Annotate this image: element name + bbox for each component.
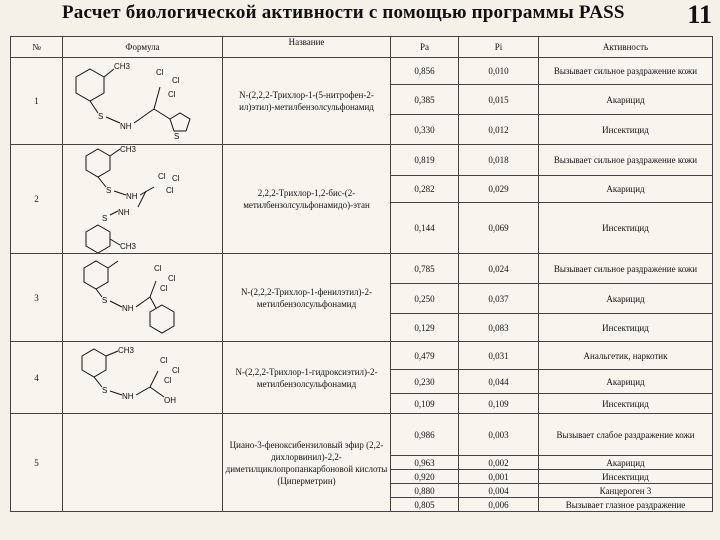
pi-value: 0,006 [459,498,539,512]
svg-text:NH: NH [117,208,130,217]
structure-4-drawing [68,345,218,411]
activity-value: Инсектицид [539,115,713,145]
svg-text:Cl: Cl [171,76,180,85]
table-row [11,58,713,85]
compound-name: Циано-3-феноксибензиловый эфир (2,2-дихлорвинил)-2,2-диметилциклопропанкарбоновой кислоты (Циперметрин) [223,414,391,512]
pi-value: 0,015 [459,85,539,115]
activity-value: Анальгетик, наркотик [539,342,713,370]
structure-4 [63,342,223,414]
table-row [11,414,713,456]
pa-value: 0,385 [391,85,459,115]
svg-text:Cl: Cl [165,186,174,195]
svg-text:Cl: Cl [159,283,168,293]
compound-name: N-(2,2,2-Трихлор-1-(5-нитрофен-2-ил)этил)-метилбензолсульфонамид [223,58,391,145]
activity-value: Акарицид [539,370,713,394]
compound-number: 2 [11,145,63,254]
pa-value: 0,920 [391,470,459,484]
structure-3 [63,254,223,342]
compound-number: 1 [11,58,63,145]
pa-value: 0,250 [391,284,459,314]
activity-value: Инсектицид [539,394,713,414]
header-activity: Активность [539,37,713,58]
pa-value: 0,819 [391,145,459,176]
pa-value: 0,479 [391,342,459,370]
table-row [11,145,713,176]
svg-text:S: S [101,385,107,395]
pi-value: 0,024 [459,254,539,284]
pi-value: 0,037 [459,284,539,314]
compound-number: 4 [11,342,63,414]
svg-text:Cl: Cl [155,68,164,77]
pi-value: 0,012 [459,115,539,145]
activity-value: Инсектицид [539,202,713,253]
header-name: Название [223,37,391,58]
header-pi: Pi [459,37,539,58]
svg-text:CH3: CH3 [113,62,130,71]
svg-text:Cl: Cl [171,365,180,375]
svg-text:S: S [173,132,179,141]
pa-value: 0,144 [391,202,459,253]
svg-text:NH: NH [121,391,134,401]
svg-text:NH: NH [125,192,138,201]
pi-value: 0,083 [459,314,539,342]
structure-3-drawing [68,257,218,339]
activity-value: Вызывает сильное раздражение кожи [539,254,713,284]
structure-1-drawing [68,61,218,141]
svg-text:NH: NH [119,122,132,131]
pi-value: 0,029 [459,175,539,202]
pa-value: 0,230 [391,370,459,394]
activity-value: Вызывает глазное раздражение [539,498,713,512]
compound-number: 3 [11,254,63,342]
svg-text:NH: NH [121,303,134,313]
pa-value: 0,330 [391,115,459,145]
pi-value: 0,069 [459,202,539,253]
svg-text:CH3: CH3 [119,145,136,154]
pi-value: 0,031 [459,342,539,370]
pi-value: 0,003 [459,414,539,456]
svg-text:CH3: CH3 [117,345,134,355]
table-header-row [11,37,713,58]
svg-text:Cl: Cl [157,172,166,181]
table-row [11,254,713,284]
svg-text:Cl: Cl [159,355,168,365]
svg-text:Cl: Cl [163,375,172,385]
slide-title: Расчет биологической активности с помощью программы PASS [62,2,625,23]
compound-name: N-(2,2,2-Трихлор-1-гидроксиэтил)-2-метилбензолсульфонамид [223,342,391,414]
pa-value: 0,282 [391,175,459,202]
pi-value: 0,109 [459,394,539,414]
pa-value: 0,963 [391,456,459,470]
pi-value: 0,018 [459,145,539,176]
pi-value: 0,044 [459,370,539,394]
pa-value: 0,785 [391,254,459,284]
page-number: 11 [687,0,712,29]
header-num: № [11,37,63,58]
svg-text:S: S [101,214,107,223]
activity-value: Вызывает сильное раздражение кожи [539,145,713,176]
activity-value: Канцероген 3 [539,484,713,498]
svg-text:S: S [105,186,111,195]
pi-value: 0,010 [459,58,539,85]
svg-text:S: S [101,295,107,305]
svg-text:OH: OH [163,395,176,405]
pa-value: 0,129 [391,314,459,342]
compound-name: N-(2,2,2-Трихлор-1-фенилэтил)-2-метилбензолсульфонамид [223,254,391,342]
activity-value: Инсектицид [539,470,713,484]
header-formula: Формула [63,37,223,58]
header-pa: Pa [391,37,459,58]
structure-5 [63,414,223,512]
pi-value: 0,001 [459,470,539,484]
activity-value: Акарицид [539,284,713,314]
table-row [11,342,713,370]
pi-value: 0,002 [459,456,539,470]
pass-activity-table [10,36,713,512]
pa-value: 0,880 [391,484,459,498]
activity-value: Инсектицид [539,314,713,342]
structure-2-drawing [68,145,218,253]
compound-name: 2,2,2-Трихлор-1,2-бис-(2-метилбензолсульфонамидо)-этан [223,145,391,254]
svg-text:Cl: Cl [153,263,162,273]
structure-2 [63,145,223,254]
svg-text:Cl: Cl [171,174,180,183]
pa-value: 0,986 [391,414,459,456]
pa-value: 0,805 [391,498,459,512]
svg-text:Cl: Cl [167,273,176,283]
activity-value: Вызывает сильное раздражение кожи [539,58,713,85]
activity-value: Акарицид [539,85,713,115]
structure-1 [63,58,223,145]
svg-text:Cl: Cl [167,90,176,99]
pa-value: 0,856 [391,58,459,85]
activity-value: Акарицид [539,175,713,202]
svg-text:S: S [97,112,103,121]
activity-value: Акарицид [539,456,713,470]
compound-number: 5 [11,414,63,512]
svg-text:CH3: CH3 [119,242,136,251]
activity-value: Вызывает слабое раздражение кожи [539,414,713,456]
pa-value: 0,109 [391,394,459,414]
pi-value: 0,004 [459,484,539,498]
